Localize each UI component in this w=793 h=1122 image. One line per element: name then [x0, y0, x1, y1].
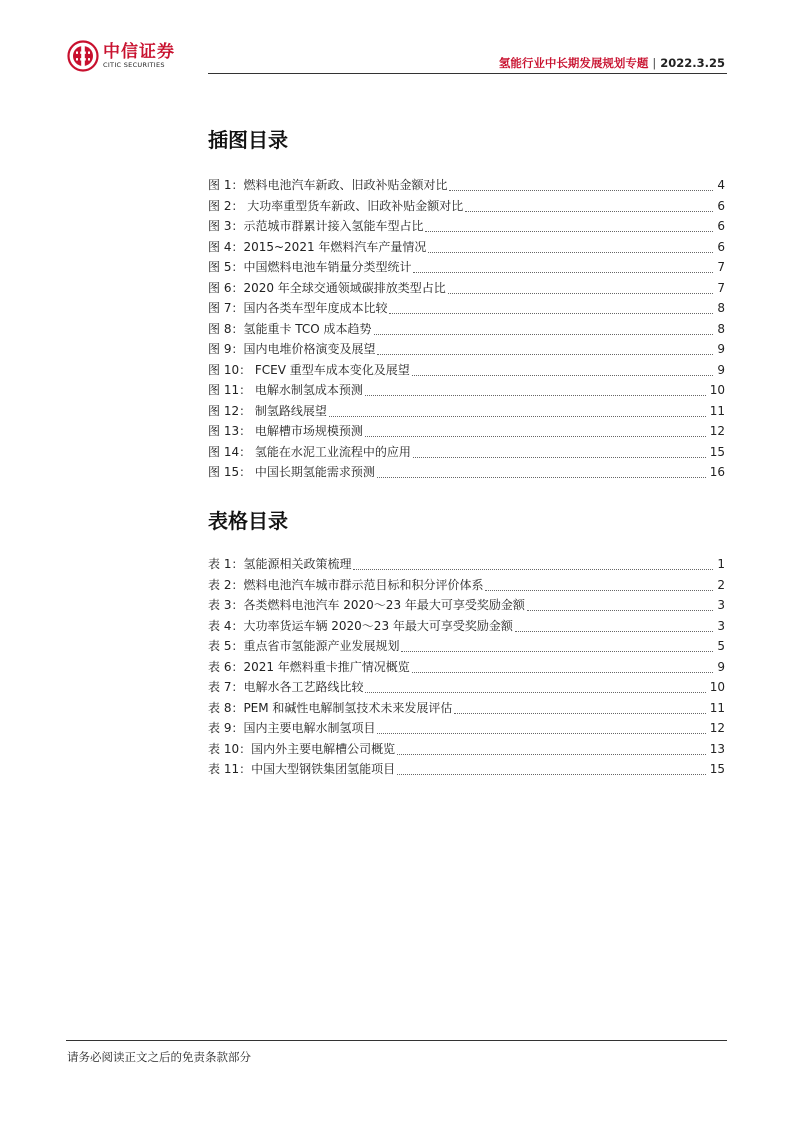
toc-entry-label: 图 3：示范城市群累计接入氢能车型占比 — [208, 219, 424, 233]
toc-entry[interactable] — [208, 719, 725, 740]
tables-toc-title: 表格目录 — [208, 509, 288, 533]
toc-leader-dots — [485, 589, 713, 591]
toc-entry[interactable] — [208, 402, 725, 423]
toc-entry-page: 10 — [709, 680, 725, 694]
toc-entry-label: 表 5：重点省市氢能源产业发展规划 — [208, 639, 400, 653]
toc-entry[interactable] — [208, 197, 725, 218]
logo-english-name: CITIC SECURITIES — [103, 61, 165, 69]
toc-leader-dots — [412, 671, 714, 673]
toc-entry-page: 9 — [717, 342, 725, 356]
toc-entry-page: 12 — [709, 424, 725, 438]
toc-entry-label: 图 15： 中国长期氢能需求预测 — [208, 465, 375, 479]
toc-entry-page: 7 — [717, 260, 725, 274]
page-header — [0, 0, 793, 80]
toc-leader-dots — [515, 630, 713, 632]
toc-entry-label: 表 11：中国大型钢铁集团氢能项目 — [208, 762, 396, 776]
toc-entry[interactable] — [208, 617, 725, 638]
toc-leader-dots — [425, 230, 713, 232]
logo-chinese-name: 中信证券 — [103, 42, 175, 62]
figures-toc-list — [208, 176, 725, 484]
toc-entry-label: 图 1：燃料电池汽车新政、旧政补贴金额对比 — [208, 178, 448, 192]
toc-entry[interactable] — [208, 279, 725, 300]
toc-entry[interactable] — [208, 340, 725, 361]
toc-leader-dots — [449, 189, 713, 191]
toc-entry[interactable] — [208, 658, 725, 679]
toc-entry-label: 表 6：2021 年燃料重卡推广情况概览 — [208, 659, 410, 674]
toc-entry-page: 1 — [717, 557, 725, 571]
toc-entry[interactable] — [208, 217, 725, 238]
toc-entry-page: 4 — [717, 178, 725, 192]
toc-entry-page: 9 — [717, 659, 725, 674]
toc-entry-page: 9 — [717, 362, 725, 377]
toc-entry-page: 2 — [717, 577, 725, 592]
toc-entry[interactable] — [208, 258, 725, 279]
toc-leader-dots — [389, 312, 713, 314]
toc-leader-dots — [377, 353, 713, 355]
toc-leader-dots — [401, 650, 713, 652]
toc-leader-dots — [329, 415, 706, 417]
toc-leader-dots — [365, 394, 706, 396]
toc-leader-dots — [448, 292, 714, 294]
toc-entry-page: 8 — [717, 321, 725, 336]
toc-entry-label: 表 4：大功率货运车辆 2020～23 年最大可享受奖励金额 — [208, 618, 513, 633]
toc-entry-page: 10 — [709, 383, 725, 397]
toc-entry[interactable] — [208, 699, 725, 720]
toc-entry[interactable] — [208, 678, 725, 699]
toc-entry-page: 15 — [709, 762, 725, 776]
toc-entry-label: 图 13： 电解槽市场规模预测 — [208, 424, 363, 438]
toc-leader-dots — [454, 712, 705, 714]
toc-entry-label: 表 7：电解水各工艺路线比较 — [208, 680, 364, 694]
toc-entry-page: 6 — [717, 219, 725, 233]
footer-divider — [66, 1040, 727, 1041]
toc-entry-page: 11 — [709, 403, 725, 418]
toc-entry-label: 表 3：各类燃料电池汽车 2020～23 年最大可享受奖励金额 — [208, 598, 525, 612]
toc-leader-dots — [365, 435, 706, 437]
tables-toc-list — [208, 555, 725, 781]
toc-entry-label: 表 2：燃料电池汽车城市群示范目标和积分评价体系 — [208, 577, 484, 592]
toc-entry-page: 16 — [709, 465, 725, 479]
citic-logo-icon — [67, 40, 99, 72]
toc-entry-label: 图 11： 电解水制氢成本预测 — [208, 383, 363, 397]
toc-entry-label: 图 12： 制氢路线展望 — [208, 403, 327, 418]
toc-entry-label: 图 7：国内各类车型年度成本比较 — [208, 301, 388, 315]
toc-leader-dots — [377, 732, 705, 734]
toc-entry-label: 图 2： 大功率重型货车新政、旧政补贴金额对比 — [208, 198, 464, 213]
toc-entry[interactable] — [208, 576, 725, 597]
report-title: 氢能行业中长期发展规划专题 — [498, 56, 649, 70]
toc-entry[interactable] — [208, 361, 725, 382]
toc-entry-label: 表 1：氢能源相关政策梳理 — [208, 557, 352, 571]
toc-entry[interactable] — [208, 238, 725, 259]
toc-entry[interactable] — [208, 463, 725, 484]
toc-entry-label: 图 4：2015~2021 年燃料汽车产量情况 — [208, 239, 427, 254]
header-separator: | — [652, 56, 657, 70]
toc-entry-page: 12 — [709, 721, 725, 735]
toc-leader-dots — [353, 568, 713, 570]
toc-leader-dots — [365, 691, 705, 693]
toc-entry-page: 8 — [717, 301, 725, 315]
toc-entry-page: 3 — [717, 598, 725, 612]
toc-entry[interactable] — [208, 320, 725, 341]
toc-leader-dots — [465, 210, 713, 212]
toc-leader-dots — [527, 609, 713, 611]
toc-leader-dots — [413, 271, 713, 273]
toc-leader-dots — [397, 773, 706, 775]
toc-leader-dots — [413, 456, 706, 458]
toc-leader-dots — [397, 753, 706, 755]
toc-entry[interactable] — [208, 760, 725, 781]
toc-entry[interactable] — [208, 443, 725, 464]
toc-leader-dots — [428, 251, 713, 253]
toc-entry[interactable] — [208, 555, 725, 576]
toc-entry-label: 图 8：氢能重卡 TCO 成本趋势 — [208, 321, 372, 336]
toc-entry-label: 图 5：中国燃料电池车销量分类型统计 — [208, 260, 412, 274]
toc-entry-page: 7 — [717, 280, 725, 295]
toc-entry-label: 图 14： 氢能在水泥工业流程中的应用 — [208, 444, 411, 459]
toc-entry-label: 表 8：PEM 和碱性电解制氢技术未来发展评估 — [208, 700, 453, 715]
toc-entry[interactable] — [208, 422, 725, 443]
toc-entry-page: 13 — [709, 741, 725, 756]
toc-entry[interactable] — [208, 637, 725, 658]
footer-disclaimer: 请务必阅读正文之后的免责条款部分 — [67, 1050, 251, 1064]
toc-entry-page: 3 — [717, 618, 725, 633]
citic-logo — [67, 40, 175, 72]
toc-entry[interactable] — [208, 740, 725, 761]
toc-leader-dots — [374, 333, 714, 335]
toc-entry-label: 图 10： FCEV 重型车成本变化及展望 — [208, 362, 410, 377]
report-date: 2022.3.25 — [660, 56, 725, 70]
toc-entry-label: 表 10：国内外主要电解槽公司概览 — [208, 741, 396, 756]
header-report-info — [499, 55, 725, 71]
toc-entry[interactable] — [208, 176, 725, 197]
toc-entry-page: 15 — [709, 444, 725, 459]
toc-entry-page: 6 — [717, 198, 725, 213]
toc-entry-label: 表 9：国内主要电解水制氢项目 — [208, 721, 376, 735]
toc-leader-dots — [412, 374, 714, 376]
toc-entry-page: 5 — [717, 639, 725, 653]
header-divider — [208, 73, 727, 74]
toc-entry[interactable] — [208, 596, 725, 617]
toc-entry-page: 6 — [717, 239, 725, 254]
toc-entry[interactable] — [208, 381, 725, 402]
toc-entry[interactable] — [208, 299, 725, 320]
toc-entry-label: 图 6：2020 年全球交通领域碳排放类型占比 — [208, 280, 446, 295]
figures-toc-title: 插图目录 — [208, 128, 288, 152]
toc-entry-page: 11 — [709, 700, 725, 715]
toc-leader-dots — [377, 476, 706, 478]
toc-entry-label: 图 9：国内电堆价格演变及展望 — [208, 342, 376, 356]
